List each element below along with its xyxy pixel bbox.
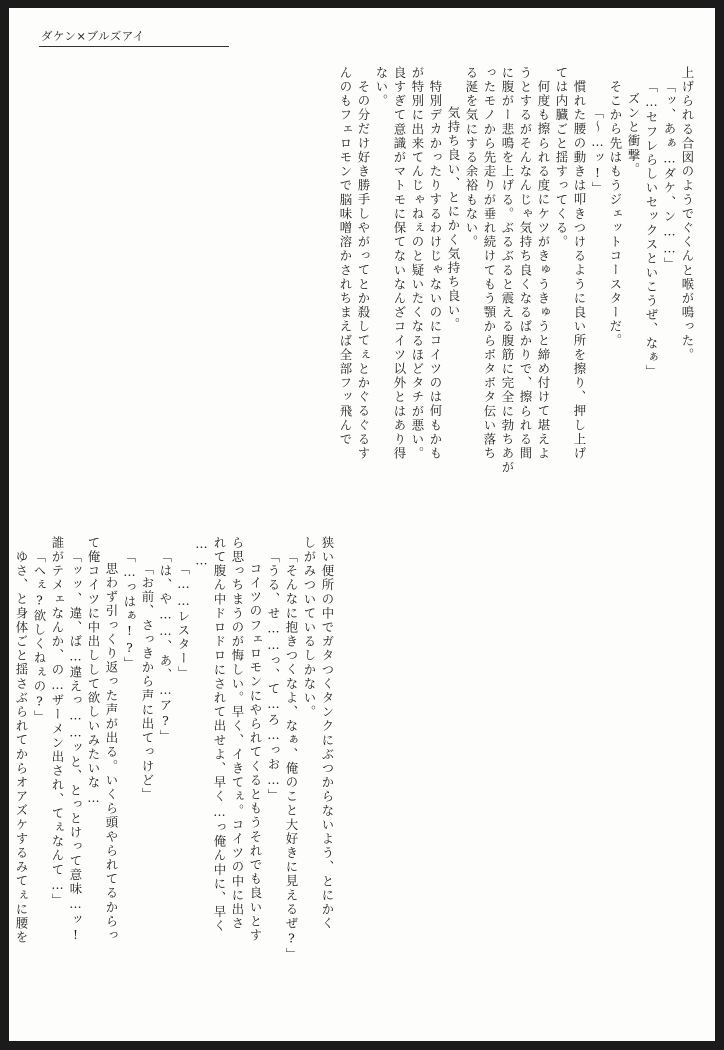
text-line: ……	[194, 536, 209, 570]
text-line: 「…っはぁ!?」	[122, 550, 137, 671]
page-title: ダケン×ブルズアイ	[41, 29, 145, 43]
text-line: 「は、や……、あ、…ア?」	[158, 550, 173, 744]
text-line: ズンと衝撃。	[626, 92, 641, 177]
text-line: 「ッッ、違、ば…違えっ……ッと、とっとけって意味…ッ!	[68, 550, 83, 944]
text-line: しがみついているしかない。	[302, 536, 317, 720]
text-line: 慣れた腰の動きは叩きつけるように良い所を擦り、押し上げ	[572, 80, 587, 461]
text-line: に腹がー悲鳴を上げる。ぶるぶると震える腹筋に完全に勃ちあが	[500, 66, 515, 475]
text-line: 特別デカかったりするわけじゃないのにコイツのは何もかも	[428, 80, 443, 461]
text-line: んのもフェロモンで脳味噌溶かされちまえば全部フッ飛んで	[338, 66, 353, 447]
text-line: 思わず引っくり返った声が出る。いくら頭やられてるからっ	[104, 562, 119, 943]
text-line: 「お前、さっきから声に出てっけど」	[140, 562, 155, 802]
text-line: そこから先はもうジェットコースターだ。	[608, 80, 623, 348]
text-line: 「～…ッ!」	[590, 106, 605, 196]
header-divider	[39, 46, 229, 47]
text-line: ら思っちまうのが悔しい。早く、イきてぇ。コイツの中に出さ	[230, 536, 245, 931]
text-line: コイツのフェロモンにやられてくるともうそれでも良いとす	[248, 562, 263, 943]
text-line: る涎を気にする余裕もない。	[464, 66, 479, 250]
text-line: 「うる、せ……っ、て…ろ…っお…」	[266, 550, 281, 803]
text-block-upper	[333, 66, 693, 1013]
text-line: 「そんなに抱きつくなよ、なぁ、俺のこと大好きに見えるぜ?」	[284, 550, 299, 962]
page-header	[33, 28, 691, 54]
text-line: 「へぇ?欲しくねぇの?」	[32, 550, 47, 725]
text-line: 上げられる合図のようでぐくんと喉が鳴った。	[680, 66, 695, 363]
text-line: ゆさ、と身体ごと揺さぶられてからオアズケするみてぇに腰を	[14, 550, 29, 945]
text-line: て俺コイツに中出しして欲しいみたいな…	[86, 536, 101, 807]
text-line: ては内臓ごと揺すってくる。	[554, 66, 569, 250]
text-line: が特別に出来てんじゃねぇのと疑いたくなるほどタチが悪い。	[410, 66, 425, 461]
text-line: ない。	[374, 66, 389, 109]
text-line: れて腹ん中ドロドロにされて出せよ、早く…っ俺ん中に、早く	[212, 536, 227, 934]
text-line: うとするがそんなんじゃ気持ち良くなるばかりで、擦られる間	[518, 66, 533, 461]
paper-surface	[9, 8, 715, 1041]
text-line: 良すぎて意識がマトモに保てないなんざコイツ以外とはあり得	[392, 66, 407, 461]
text-block-lower	[9, 66, 333, 1013]
text-line: ったモノから先走りが垂れ続けてもう顎からボタボタ伝い落ち	[482, 66, 497, 461]
page-body	[14, 66, 695, 1013]
text-line: 気持ち良い、とにかく気持ち良い。	[446, 106, 461, 332]
text-line: 誰がテメェなんか、の…ザーメン出され、てぇなんて…」	[50, 536, 65, 908]
text-line: 何度も擦られる度にケツがきゅうきゅうと締め付けて堪えよ	[536, 80, 551, 461]
text-line: 「…セフレらしいセックスといこうぜ、なぁ」	[644, 80, 659, 379]
text-line: 「……レスター」	[176, 562, 191, 680]
text-line: その分だけ好き勝手しやがってとか殺してぇとかぐるぐるす	[356, 80, 371, 461]
text-line: 「ッ、あぁ…ダケ、ン……」	[662, 80, 677, 272]
text-line: 狭い便所の中でガタつくタンクにぶつからないよう、とにかく	[320, 536, 335, 931]
